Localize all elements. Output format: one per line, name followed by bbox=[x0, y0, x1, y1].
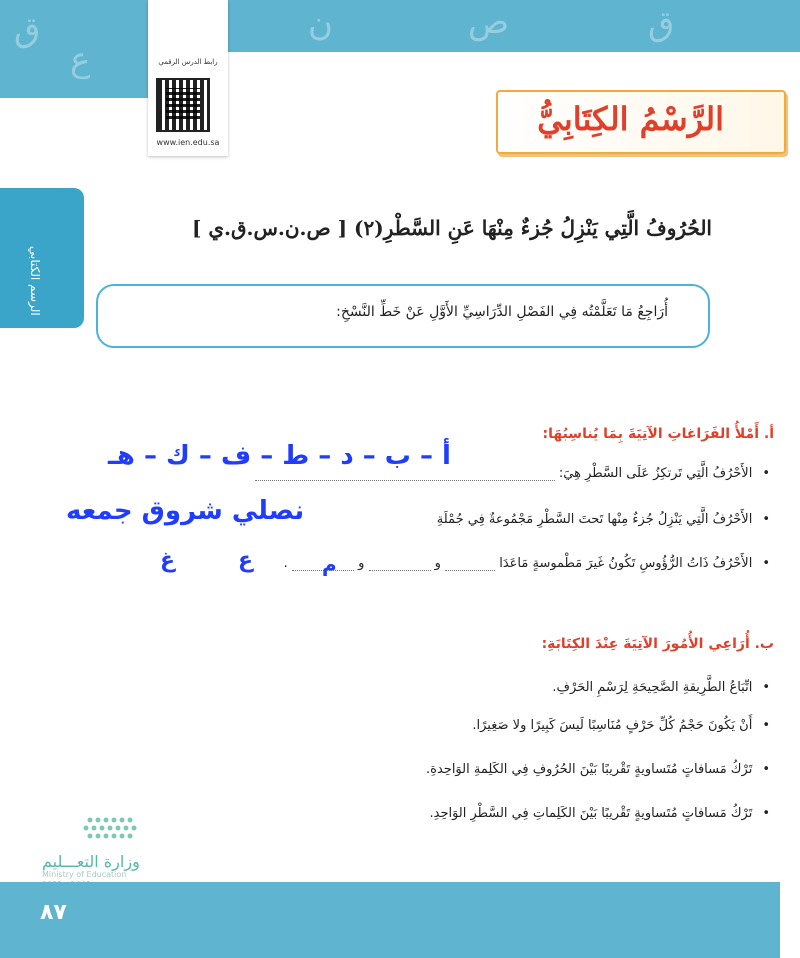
answer-blank-1[interactable] bbox=[255, 480, 555, 481]
bullet-icon: • bbox=[762, 556, 770, 571]
review-text: أُرَاجِعُ مَا تَعَلَّمْتُه فِي الفَصْلِ الدِّرَاسِيِّ الأَوَّلِ عَنْ خَطِّ النَّسْخِ: bbox=[336, 304, 668, 320]
handwritten-letter-ghain: غ bbox=[160, 548, 176, 573]
page-number: ٨٧ bbox=[40, 900, 67, 925]
top-band-right bbox=[228, 0, 800, 52]
connector-and: و bbox=[434, 556, 441, 571]
bottom-band bbox=[0, 882, 780, 958]
ministry-name-english: Ministry of Education bbox=[42, 870, 127, 879]
lesson-title-box bbox=[496, 90, 786, 154]
section-heading: الحُرُوفُ الَّتِي يَنْزِلُ جُزءٌ مِنْهَا عَنِ السَّطْرِ(٢) [ ص.ن.س.ق.ي ] bbox=[191, 216, 712, 240]
bullet-icon: • bbox=[762, 718, 770, 733]
handwritten-answer-2: نصلي شروق جمعه bbox=[66, 496, 305, 526]
part-b-item-2-text: أَنْ يَكُونَ حَجْمُ كُلِّ حَرْفٍ مُنَاسِبًا لَيسَ كَبِيرًا ولا صَغِيرًا. bbox=[472, 718, 753, 733]
qr-card[interactable] bbox=[148, 0, 228, 156]
bullet-icon: • bbox=[762, 762, 770, 777]
part-a-item-2 bbox=[437, 512, 770, 527]
answer-blank-m[interactable] bbox=[445, 570, 495, 571]
decor-glyph: ق bbox=[648, 4, 675, 44]
qr-label: رابط الدرس الرقمي bbox=[158, 58, 218, 66]
part-b-item-3-text: تَرْكُ مَسافاتٍ مُتَساويةٍ تَقْريبًا بَيْنَ الحُرُوفِ فِي الكَلِمةِ الوَاحِدةِ. bbox=[426, 762, 753, 777]
bullet-icon: • bbox=[762, 512, 770, 527]
qr-url[interactable]: www.ien.edu.sa bbox=[156, 138, 220, 147]
connector-and: و bbox=[358, 556, 365, 571]
lesson-title: الرَّسْمُ الكِتَابِيُّ bbox=[537, 100, 724, 138]
bullet-icon: • bbox=[762, 466, 770, 481]
decor-glyph: ص bbox=[468, 2, 510, 42]
part-b-item-1 bbox=[552, 680, 770, 695]
decor-glyph: ن bbox=[308, 4, 333, 44]
handwritten-answer-1: أ – ب – د – ط – ف – ك – هـ bbox=[108, 441, 451, 471]
side-tab bbox=[0, 188, 84, 328]
qr-code-image[interactable] bbox=[158, 80, 208, 130]
part-b-item-2 bbox=[472, 718, 770, 733]
decor-glyph: ع bbox=[70, 40, 91, 80]
part-b-item-1-text: اتِّبَاعُ الطَّرِيقةِ الصَّحِيحَةِ لِرَسْمِ الحَرْفِ. bbox=[552, 680, 753, 695]
part-b-item-3 bbox=[426, 762, 770, 777]
handwritten-letter-m: م bbox=[322, 552, 337, 576]
part-a-item-3: •الأَحْرُفُ ذَاتُ الرُّؤُوسِ تَكُونُ غَيرَ مَطْموسةٍ مَاعَدَا و و . bbox=[283, 556, 770, 571]
ministry-name-arabic: وزارة التعـــليم bbox=[42, 852, 140, 871]
part-a-item-1-text: الأَحْرُفُ الَّتِي تَرتكِزُ عَلَى السَّطْرِ هِيَ: bbox=[558, 466, 753, 481]
answer-blank-ain[interactable] bbox=[369, 570, 431, 571]
part-b-heading: ب. أُرَاعِي الأُمُورَ الآتِيَةَ عِنْدَ الكِتَابَةِ: bbox=[541, 636, 774, 652]
side-tab-label: الرسم الكتابي bbox=[28, 246, 42, 316]
part-b-item-4-text: تَرْكُ مَسافاتٍ مُتَساويةٍ تَقْريبًا بَيْنَ الكَلِماتِ فِي السَّطْرِ الوَاحِدِ. bbox=[429, 806, 753, 821]
part-a-item-2-text: الأَحْرُفُ الَّتِي يَنْزِلُ جُزءٌ مِنْها تَحتَ السَّطْرِ مَجْمُوعةٌ فِي جُمْلَةِ bbox=[436, 512, 753, 527]
review-box bbox=[96, 284, 710, 348]
bullet-icon: • bbox=[762, 806, 770, 821]
handwritten-letter-ain: ع bbox=[238, 548, 254, 573]
part-a-heading: أ. أَمْلأُ الفَرَاغاتِ الآتِيَةَ بِمَا يُناسِبُهَا: bbox=[542, 426, 774, 442]
part-b-item-4 bbox=[429, 806, 770, 821]
top-band-left bbox=[0, 0, 148, 98]
part-a-item-3-text: الأَحْرُفُ ذَاتُ الرُّؤُوسِ تَكُونُ غَيرَ مَطْموسةٍ مَاعَدَا bbox=[499, 556, 753, 571]
decor-glyph: ق bbox=[14, 10, 41, 50]
bullet-icon: • bbox=[762, 680, 770, 695]
